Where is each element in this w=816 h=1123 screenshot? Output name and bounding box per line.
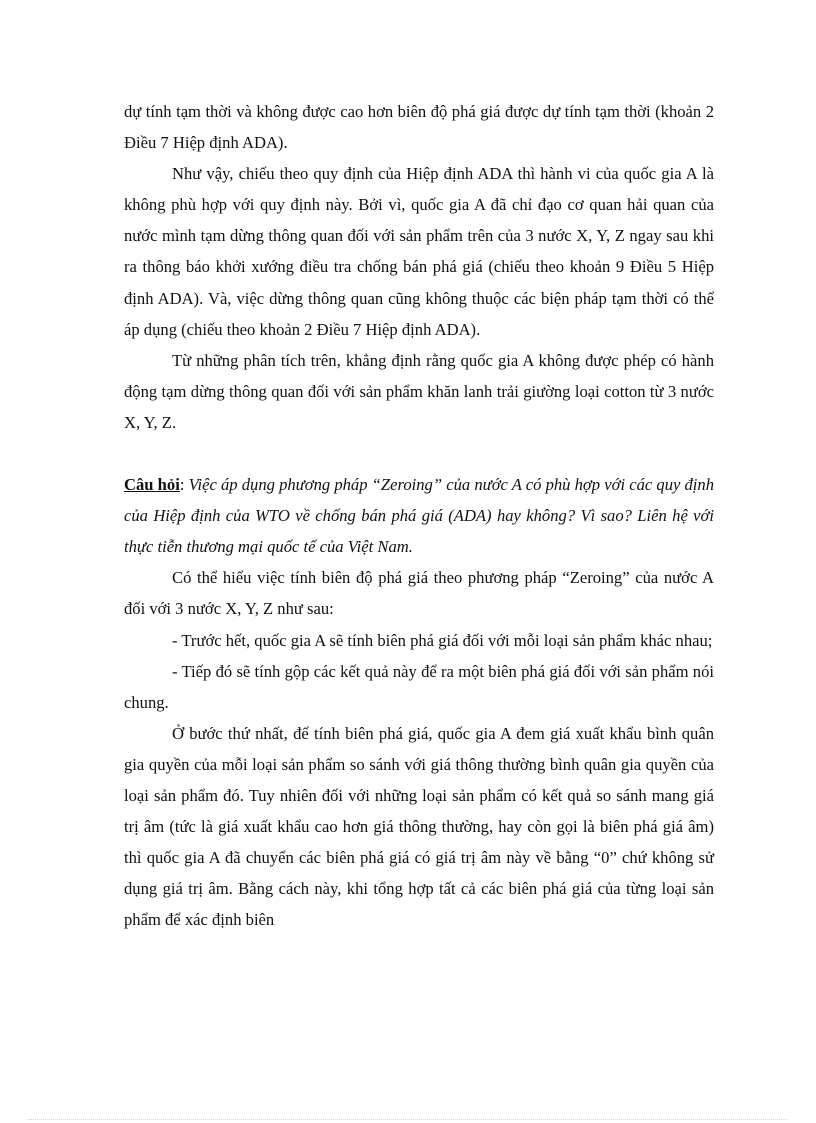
paragraph-continuation: dự tính tạm thời và không được cao hơn biên độ phá giá được dự tính tạm thời (khoản 2 Điều 7 Hiệp định ADA).	[124, 102, 714, 153]
list-item-step-1: - Trước hết, quốc gia A sẽ tính biên phá giá đối với mỗi loại sản phẩm khác nhau;	[172, 630, 713, 650]
paragraph-summary: Từ những phân tích trên, khẳng định rằng quốc gia A không được phép có hành động tạm dừng thông quan đối với sản phẩm khăn lanh trải giường loại cotton từ 3 nước X, Y, Z.	[124, 350, 714, 432]
question-label: Câu hỏi	[124, 475, 180, 495]
document-page	[124, 96, 714, 935]
question-separator: :	[179, 475, 189, 495]
paragraph-zeroing-intro: Có thể hiểu việc tính biên độ phá giá theo phương pháp “Zeroing” của nước A đối với 3 nước X, Y, Z như sau:	[124, 568, 714, 619]
section-spacer	[124, 438, 714, 469]
paragraph-conclusion-adа: Như vậy, chiếu theo quy định của Hiệp định ADA thì hành vi của quốc gia A là không phù hợp với quy định này. Bởi vì, quốc gia A đã chỉ đạo cơ quan hải quan của nước mình tạm dừng thông quan đối với sản phẩm trên của 3 nước X, Y, Z ngay sau khi ra thông báo khởi xướng điều tra chống bán phá giá (chiếu theo khoản 9 Điều 5 Hiệp định ADA). Và, việc dừng thông quan cũng không thuộc các biện pháp tạm thời có thể áp dụng (chiếu theo khoản 2 Điều 7 Hiệp định ADA).	[124, 164, 714, 339]
page-bottom-border	[28, 1119, 788, 1120]
paragraph-step-one-detail: Ở bước thứ nhất, để tính biên phá giá, quốc gia A đem giá xuất khẩu bình quân gia quyền của mỗi loại sản phẩm so sánh với giá thông thường bình quân gia quyền của loại sản phẩm đó. Tuy nhiên đối với những loại sản phẩm có kết quả so sánh mang giá trị âm (tức là giá xuất khẩu cao hơn giá thông thường, hay còn gọi là biên phá giá âm) thì quốc gia A đã chuyển các biên phá giá có giá trị âm này về bằng “0” chứ không sử dụng giá trị âm. Bằng cách này, khi tổng hợp tất cả các biên phá giá của từng loại sản phẩm để xác định biên	[124, 723, 714, 930]
list-item-step-2: - Tiếp đó sẽ tính gộp các kết quả này để ra một biên phá giá đối với sản phẩm nói chung.	[124, 661, 714, 712]
question-paragraph	[124, 469, 714, 562]
question-text: Việc áp dụng phương pháp “Zeroing” của nước A có phù hợp với các quy định của Hiệp định của WTO về chống bán phá giá (ADA) hay không? Vì sao? Liên hệ với thực tiễn thương mại quốc tế của Việt Nam.	[124, 475, 715, 557]
